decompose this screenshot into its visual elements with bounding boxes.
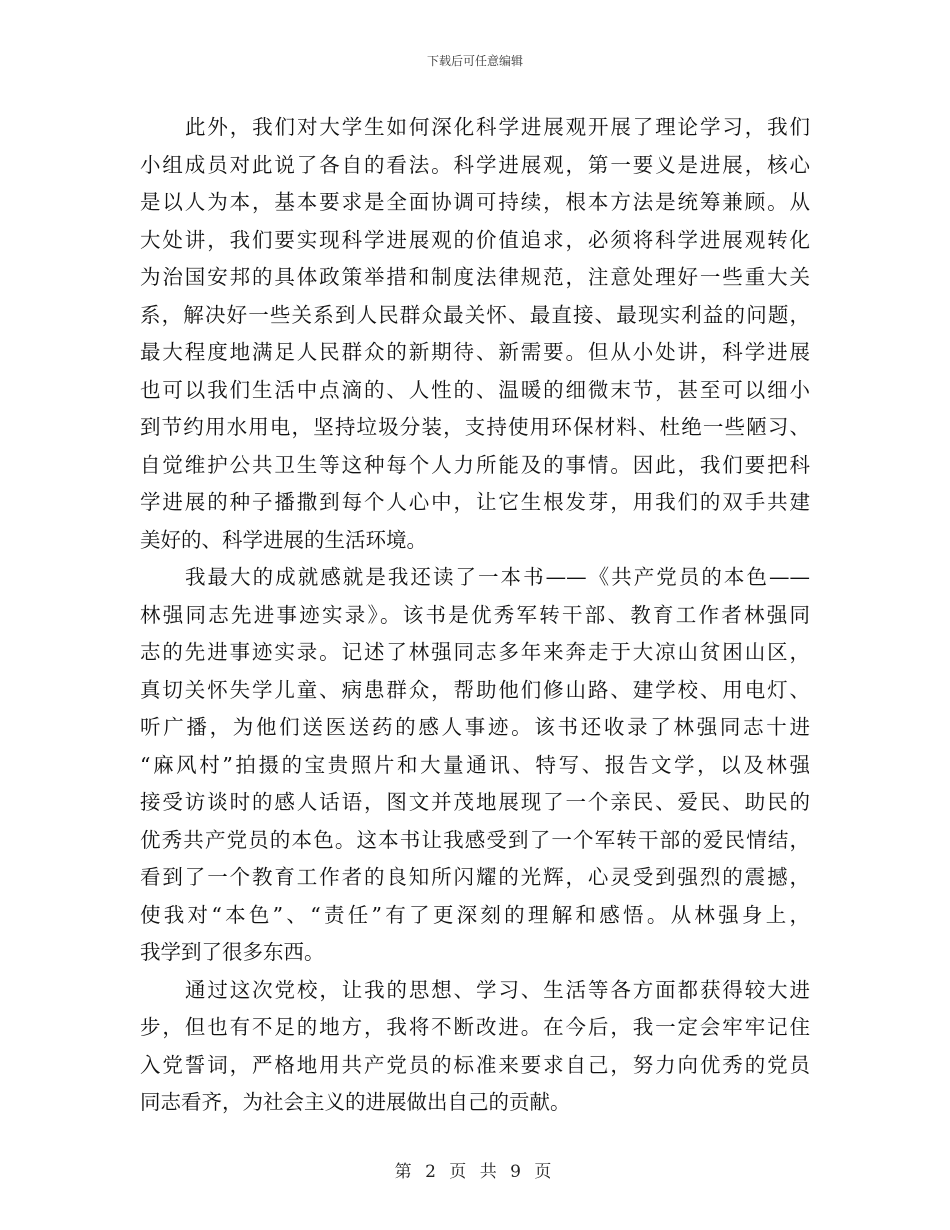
text-line: 看到了一个教育工作者的良知所闪耀的光辉，心灵受到强烈的震撼，: [140, 865, 810, 889]
document-body: [140, 109, 810, 1122]
paragraph-science-outlook: [140, 109, 810, 559]
text-line: 林强同志先进事迹实录》。该书是优秀军转干部、教育工作者林强同: [140, 602, 810, 627]
text-line: 自觉维护公共卫生等这种每个人力所能及的事情。因此，我们要把科: [140, 452, 810, 477]
text-line: 是以人为本，基本要求是全面协调可持续，根本方法是统筹兼顾。从: [140, 190, 810, 214]
text-line: 大处讲，我们要实现科学进展观的价值追求，必须将科学进展观转化: [140, 227, 810, 252]
paragraph-book-review: [140, 559, 810, 972]
text-line: 接受访谈时的感人话语，图文并茂地展现了一个亲民、爱民、助民的: [140, 790, 810, 814]
text-line: 我最大的成就感就是我还读了一本书——《共产党员的本色——: [185, 565, 810, 589]
text-line: 入党誓词，严格地用共产党员的标准来要求自己，努力向优秀的党员: [140, 1052, 810, 1077]
text-line: 同志看齐，为社会主义的进展做出自己的贡献。: [140, 1090, 571, 1114]
paragraph-conclusion: [140, 972, 810, 1122]
text-line: 步，但也有不足的地方，我将不断改进。在今后，我一定会牢牢记住: [140, 1015, 810, 1039]
text-line: 系，解决好一些关系到人民群众最关怀、最直接、最现实利益的问题，: [140, 302, 810, 327]
text-line: “麻风村”拍摄的宝贵照片和大量通讯、特写、报告文学，以及林强: [140, 752, 810, 777]
text-line: 为治国安邦的具体政策举措和制度法律规范，注意处理好一些重大关: [140, 265, 810, 289]
text-line: 使我对“本色”、“责任”有了更深刻的理解和感悟。从林强身上，: [140, 902, 810, 927]
page-header: 下载后可任意编辑: [426, 54, 523, 68]
text-line: 最大程度地满足人民群众的新期待、新需要。但从小处讲，科学进展: [140, 340, 810, 364]
text-line: 我学到了很多东西。: [140, 940, 325, 964]
text-line: 优秀共产党员的本色。这本书让我感受到了一个军转干部的爱民情结，: [140, 827, 810, 852]
text-line: 通过这次党校，让我的思想、学习、生活等各方面都获得较大进: [185, 977, 810, 1002]
text-line: 也可以我们生活中点滴的、人性的、温暖的细微末节，甚至可以细小: [140, 377, 810, 402]
text-line: 真切关怀失学儿童、病患群众，帮助他们修山路、建学校、用电灯、: [140, 677, 810, 702]
text-line: 美好的、科学进展的生活环境。: [140, 527, 427, 552]
text-line: 听广播，为他们送医送药的感人事迹。该书还收录了林强同志十进: [140, 715, 810, 739]
page-number-footer: 第 2 页 共 9 页: [394, 1162, 556, 1182]
text-line: 此外，我们对大学生如何深化科学进展观开展了理论学习，我们: [185, 115, 810, 139]
text-line: 学进展的种子播撒到每个人心中，让它生根发芽，用我们的双手共建: [140, 490, 810, 514]
text-line: 小组成员对此说了各自的看法。科学进展观，第一要义是进展，核心: [140, 152, 810, 177]
text-line: 到节约用水用电，坚持垃圾分装，支持使用环保材料、杜绝一些陋习、: [140, 415, 810, 439]
text-line: 志的先进事迹实录。记述了林强同志多年来奔走于大凉山贫困山区，: [140, 640, 810, 664]
